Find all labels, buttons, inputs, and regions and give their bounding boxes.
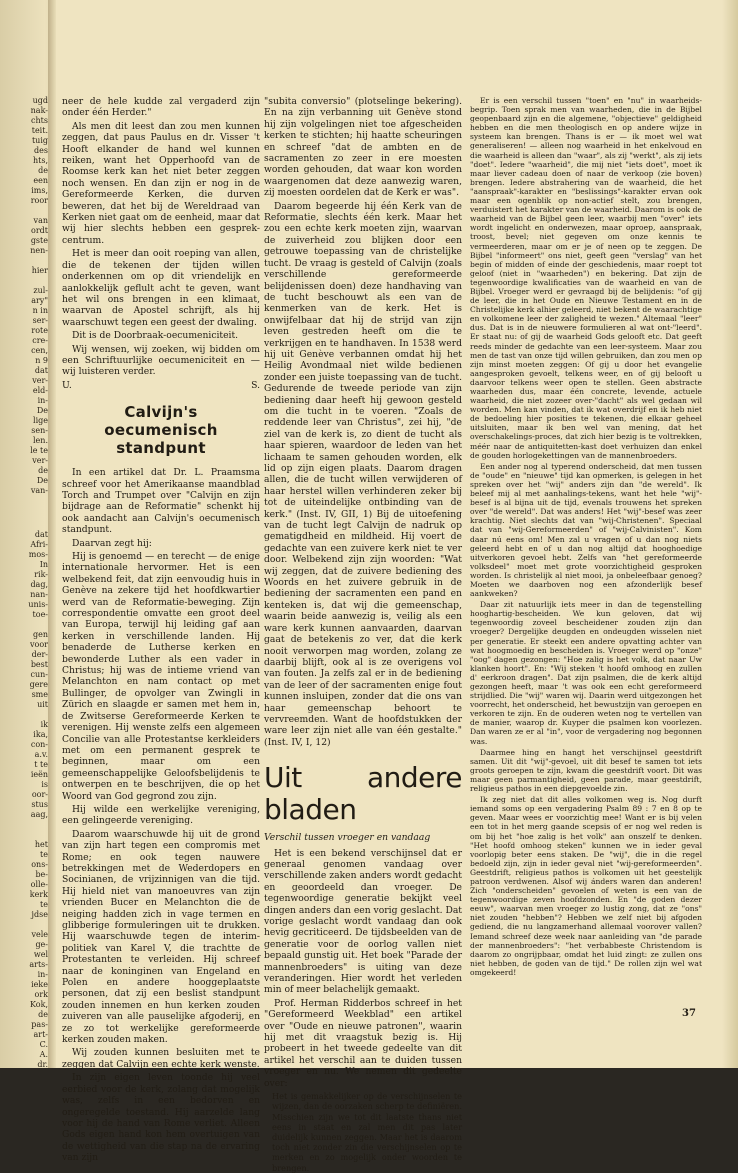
column-3 xyxy=(470,96,702,996)
facing-page-text-top: ugd nak- chts teit. tuig des hts, de een ims, roor van ordt gste nen- hier zul- ary" n in ser- rote cre- cen, n 9 dat ver- eld- in- De lige sen- len. le te ver- de De van- xyxy=(30,96,48,495)
paragraph: Daarom waarschuwde hij uit de grond van zijn hart tegen een compromis met Rome; en ook tegen nauwere betrekkingen met de Wederdopers en Socinianen, de vrijzinnigen van die tijd. Hij hield niet van manoeuvres van zijn vrienden Bucer en Melanchton die de neiging hadden zich in vage termen en glibberige formuleringen uit te drukken. Hij waarschuwde tegen de interim-politiek van Karel V, die trachtte de Protestanten te verleiden. Hij schreef naar de koninginen van Engeland en Polen en andere hooggeplaatste personen, dat zij een beslist standpunt zouden innemen en hun kerken zouden zuiveren van alle pauselijke afgoderij, en ze zo tot werkelijke gereformeerde kerken zouden maken. xyxy=(62,828,260,1046)
paragraph: neer de hele kudde zal vergaderd zijn onder één Herder." xyxy=(62,96,260,119)
paragraph: Daarom begeerde hij één Kerk van de Reformatie, slechts één kerk. Maar het zou een echte kerk moeten zijn, waarvan de zuiverheid zou blijken door een getrouwe toepassing van de christelijke tucht. De vraag is gesteld of Calvijn (zoals verschillende gereformeerde belijdenissen doen) deze handhaving van de tucht beschouwt als een van de kenmerken van de kerk. Het is onwijfelbaar dat hij de strijd van zijn leven gestreden heeft om die te verkrijgen en te handhaven. In 1538 werd hij uit Genève verbannen omdat hij het Heilig Avondmaal niet wilde bedienen zonder een juiste toepassing van de tucht. Gedurende de tweede periode van zijn bediening daar heeft hij gewoon gesteld om die tucht in te voeren. "Zoals de reddende leer van Christus", zei hij, "de ziel van de kerk is, zo dient de tucht als haar spieren, waardoor de leden van het lichaam te samen gehouden worden, elk lid op zijn eigen plaats. Daarom dragen allen, die de tucht willen verwijderen of haar herstel willen verhinderen zeker bij tot de uiteindelijke ontbinding van de kerk." (Inst. IV, GII, 1) Bij de uitoefening van de tucht legt Calvijn de nadruk op gematigdheid en mildheid. Hij voert de gedachte van een zuivere kerk niet te ver door. Welbekend zijn zijn woorden: "Wat wij zeggen, dat de zuivere bediening des Woords en het zuivere gebruik in de bediening der sacramenten een pand en kenteken is, dat wij die gemeenschap, waarin beide aanwezig is, veilig als een ware kerk kunnen aanvaarden, daarvan gaat de betekenis zo ver, dat die kerk nooit verworpen mag worden, zolang ze daarbij blijft, ook al is ze overigens vol van fouten. Ja zelfs zal er in de bediening van de leer of der sacramenten enige fout kunnen insluipen, zonder dat die ons van haar gemeenschap behoort te vervreemden. Want de hoofdstukken der ware leer zijn niet alle van één gestalte." (Inst. IV, I, 12) xyxy=(264,200,462,748)
paragraph: In een artikel dat Dr. L. Praamsma schreef voor het Amerikaanse maandblad Torch and Trumpet over "Calvijn en zijn bijdrage aan de Reformatie" schenkt hij ook aandacht aan Calvijn's oecumenisch standpunt. xyxy=(62,467,260,536)
paragraph: Een ander nog al typerend onderscheid, dat men tussen de "oude" en "nieuwe" tijd kan opmerken, is gelegen in het spreken over het "wij" anders zijn dan "de wereld". Ik beleef mij al met aanhalings-tekens, want het hele "wij"-besef is al bijna uit de tijd, evenals trouwens het spreken over "de wereld". Dat was anders! Het "wij"-besef was zeer krachtig. Niet slechts dat van "wij-Christenen". Speciaal dat van "wij-Gereformeerden" of "wij-Calvinisten". Kom daar nú eens om! Men zal u vragen of u dan nog niets geleerd hebt en of u dan nog altijd dat hooghoedige uitverkoren gevoel hebt. Zelfs van "het gereformeerde volksdeel" moet met grote voorzichtigheid gesproken worden. Is christelijk al niet mooi, ja onbeleefbaar genoeg? Moeten we daarboven nog een afzonderlijk besef aankweken? xyxy=(470,461,702,599)
page-number: 37 xyxy=(682,1008,696,1019)
paragraph: Het is een bekend verschijnsel dat er generaal genomen vandaag over verschillende zaken anders wordt gedacht en geoordeeld dan vroeger. De tegenwoordige generatie bekijkt veel dingen anders dan een vorig geslacht. Dat vorige geslacht wordt vandaag dan ook hevig gecriticeerd. De tijdsbeelden van de generatie voor de oorlog vallen niet bepaald gunstig uit. Het boek "Parade der mannenbroeders" is uiting van deze veranderingen. Hier wordt het verleden min of meer belachelijk gemaakt. xyxy=(264,847,462,996)
heading-line-2: oecumenisch standpunt xyxy=(104,421,218,458)
section-heading-uit-andere-bladen: Uit andere bladen xyxy=(264,761,462,827)
paragraph: Prof. Herman Ridderbos schreef in het "Gereformeerd Weekblad" een artikel over "Oude en nieuwe patronen", waarin hij met dit vraagstuk bezig is. Hij probeert in het tweede gedeelte van dit artikel het verschil aan te duiden tussen vroeger en nu. We nemen dit gedeelte over: xyxy=(264,997,462,1089)
article-subheading: Verschil tussen vroeger en vandaag xyxy=(264,832,431,844)
paragraph: Wij wensen, wij zoeken, wij bidden om een Schriftuurlijke oecumeniciteit en — wij luisteren verder. xyxy=(62,343,260,378)
facing-page-text-bottom: dat Afri- mos- In rik- dag, nan- unis- toe- gen voor der- best cun- gere sme uit ik ika, con- a.v. t te ieën is oor- stus aag, het te ons- be- olle- kerk te jdse vele ge- wel arts- in- ieke ork Kok, de pas- art- C. A. dr. xyxy=(28,530,48,1069)
column-1 xyxy=(62,96,260,1164)
signature-right: S. xyxy=(251,379,260,391)
signature-left: U. xyxy=(62,379,72,391)
paragraph: Dit is de Doorbraak-oecumeniciteit. xyxy=(72,330,239,342)
paragraph: Daarmee hing en hangt het verschijnsel geestdrift samen. Uit dit "wij"-gevoel, uit dit besef te samen tot iets groots geroepen te zijn, kwam die geestdrift voort. Dit was maar geen parmantigheid, geen parade, maar geestdrift, religieus pathos in een diepgevoelde zin. xyxy=(470,747,702,794)
paragraph: Hij wilde een werkelijke vereniging, een gelingeerde vereniging. xyxy=(62,803,260,827)
paragraph: Als men dit leest dan zou men kunnen zeggen, dat paus Paulus en dr. Visser 't Hooft elkander de hand wel kunnen reiken, want het Opperhoofd van de Roomse kerk kan het niet beter zeggen noch wensen. En dan zijn er nog in de Gereformeerde Kerken, die durven beweren, dat het bij de Wereldraad van Kerken niet gaat om de eenheid, maar dat wij hier slechts hebben een gesprek-centrum. xyxy=(62,120,260,246)
paragraph: In zijn eigen leven toonde hij veel eerbied voor de kerk, zolang dat mogelijk was, zelfs in een bedorven en ongeregelde toestand. Hij aarzelde lang voor hij de hand van Rome verliet. Alleen Gods eigen hand kon hem overtuigen van de wettigheid van die stap na de ervaring van zijn xyxy=(62,1072,260,1164)
paragraph: Ik zeg niet dat dit alles volkomen weg is. Nog durft iemand soms op een vergadering Psalm 89 : 7 en 8 op te geven. Maar wees er voorzichtig mee! Want er is bij velen een tot in het merg gaande scepsis of er nog wel reden is om bij het "hoe zalig is het volk" aan onszelf te denken. "Het hoofd omhoog steken" kunnen we in ieder geval voorlopig beter eens staken. De "wij", die in die regel bedoeld zijn, zijn in ieder geval niet "wij-gereformeerden". Geestdrift, religieus pathos is volkomen uit het geestelijk patroon verdwenen. Alsof wij ánders waren dan anderen! Zich "onderscheiden" gevoelen of weten is een van de tegenwoordige zeven hoofdzonden. En "de goden dezer eeuw", waarvan men vroeger zo lustig zong, dat ze "ons" niet zouden "hebben"? Hebben we zelf niet bij afgoden gediend, die nu langzamerhand allemaal voorover vallen? Iemand schreef deze week naar aanleiding van "de parade der mannenbroeders": "het verbabbeste Christendom is daarom zo ongrijpbaar, omdat het luid zingt: ze zullen ons niet hebben, de goden van de tijd." De rollen zijn wel wat omgekeerd! xyxy=(470,795,702,977)
quoted-paragraph: Het is gemakkelijker op de verschijnselen te wijzen, dan de oorzaken scherp te definiëren. Misschien zijn we tot dit laatste thans niet eens in staat en zal men dit pas later duidelijk kunnen zeggen. Maar het is daarom toch niet zonder zin die verschijnselen op te merken en zo mogelijk onder woorden te brengen. xyxy=(272,1091,462,1173)
page-edge-shadow xyxy=(722,0,738,1068)
column-2 xyxy=(264,96,462,1173)
paragraph: Er is een verschil tussen "toen" en "nu" in waarheids-begrip. Toen sprak men van waarheden, die in de Bijbel geopenbaard zijn en die algemene, "objectieve" geldigheid hebben en die men theologisch en op andere wijze in systeem kan brengen. Thans is er — ik moet wel wat generaliseren! — alleen nog waarheid in het enkelvoud en die waarheid is alleen dan "waar", als zij "werkt", als zij iets "doet". Iedere "waarheid", die mij niet "iets doet", moet ik maar liever cadeau doen of naar de verkoop (zie boven) brengen. Iedere abstrahering van de waarheid, die het "aanspraak"-karakter en "beslissings"-karakter ervan ook maar een ogenblik op non-actief stelt, zou brengen, verduistert het karakter van de waarheid. Daarom is ook de waarheid van de Bijbel geen leer, waarbij men "over" iets wordt ingelicht en onderwezen, maar oproep, aanspraak, troost, bevel; niet gegeven om onze kennis te vermeerderen, maar om er je of neen op te zeggen. De Bijbel "informeert" ons niet, geeft geen "verslag" van het begin of midden of einde der geschiedenis, maar roept tot geloof (niet in "waarheden") en bekering. Dat zijn de tegenwoordige kwalificaties van de waarheid en van de Bijbel. Vroeger werd er gevraagd bij de belijdenis: "of gij de leer, die in het Oude en Nieuwe Testament en in de Christelijke kerk alhier geleerd, niet bekent de waarachtige en volkomene leer der zaligheid te wezen." Altemaal "leer" dus. Dat is in de nieuwere formulieren al wat ont-"leerd". Er staat nu: of gij de waarheid Gods gelooft etc. Dat geeft reeds minder de gedachte van een leer-systeem. Maar zou men de tast van onze tijd willen gebruiken, dan zou men op zijn minst moeten zeggen: Of gij u door het evangelie aangesproken gevoelt, telkens weer, en of gij belooft u daarvoor telkens weer open te stellen. Geen abstracte waarheden dus, maar één concrete, levende, actuele waarheid, die niet zozeer over-"dacht" als wel gedaan wil worden. Men kan vinden, dat ik wat overdrijf en ik heb niet de bedoeling hier posities te tekenen, die elkaar geheel uitsluiten, maar ik ben wel van mening, dat het overschakelings-proces, dat zich hier bezig is te voltrekken, méér naar de antiquitetten-kast doet verhuizen dan enkel de gouden horlogekettingen van de mannenbroeders. xyxy=(470,96,702,460)
paragraph: Hij is genoemd — en terecht — de enige internationale hervormer. Het is een welbekend feit, dat zijn eenvoudig huis in Genève na zekere tijd het hoofdkwartier werd van de Reformatie-beweging. Zijn correspondentie omvatte een groot deel van Europa, terwijl hij leiding gaf aan kerken in verschillende landen. Hij benaderde de Lutherse kerken en bewonderde Luther als een vader in Christus; hij was de intieme vriend van Melanchton en nam contact op met Bullinger, de opvolger van Zwingli in Zürich en slaagde er samen met hem in, de Zwitserse Gereformeerde Kerken te verenigen. Hij wenste zelfs een algemeen Concilie van alle Protestantse kerkleiders met om een permanent gesprek te beginnen, maar om een gemeenschappelijke Geloofsbelijdenis te ontwerpen en te beschrijven, die op het Woord van God gegrond zou zijn. xyxy=(62,551,260,802)
paragraph: Wij zouden kunnen besluiten met te zeggen dat Calvijn een echte kerk wenste. xyxy=(62,1047,260,1070)
heading-line-1: Calvijn's xyxy=(124,403,198,422)
article-heading-calvijn xyxy=(62,403,260,457)
signature xyxy=(62,380,260,391)
paragraph: Daarvan zegt hij: xyxy=(72,537,152,549)
paragraph: "subita conversio" (plotselinge bekering). En na zijn verbanning uit Genève stond hij zijn volgelingen niet toe afgescheiden kerken te stichten; hij haatte scheuringen en schreef "dat de ambten en de sacramenten zo zeer in ere moesten worden gehouden, dat waar kon worden waargenomen dat deze aanwezig waren, zij moesten oordelen dat de Kerk er was". xyxy=(264,96,462,199)
paragraph: Daar zit natuurlijk iets meer in dan de tegenstelling hooghartig-bescheiden. We kun geloven, dat wij tegenwoordig zoveel bescheidener zouden zijn dan vroeger? Dergelijke deugden en ondeugden wisselen niet per generatie. Er steekt een andere opvatting achter van wat hoogmoedig en bescheiden is. Vroeger werd op "onze" "oog" dagen gezongen: "Hoe zalig is het volk, dat naar Uw klanken hoort". En: "Wij steken 't hoofd omhoog en zullen d' eerkroon dragen". Dat zijn psalmen, die de kerk altijd gezongen heeft, maar 't was ook een echt gereformeerd strijdlied. Die "wij" waren wij. Daarin werd uitgezongen het voorrecht, het onderscheid, het bewustzijn van geroepen en verkoren te zijn. En de ouderen weten nog te vertellen van de manier, waarop dr. Kuyper die psalmen kon voorlezen. Dan waren ze er al "in", voor de vergadering nog begonnen was. xyxy=(470,600,703,746)
page-gutter xyxy=(48,0,56,1068)
paragraph: Het is meer dan ooit roeping van allen, die de tekenen der tijden willen onderkennen om op dit vriendelijk en aanlokkelijk geflult acht te geven, want het wil ons brengen in een klimaat, waarvan de Apostel schrijft, als hij waarschuwt tegen een geest der dwaling. xyxy=(62,248,260,328)
